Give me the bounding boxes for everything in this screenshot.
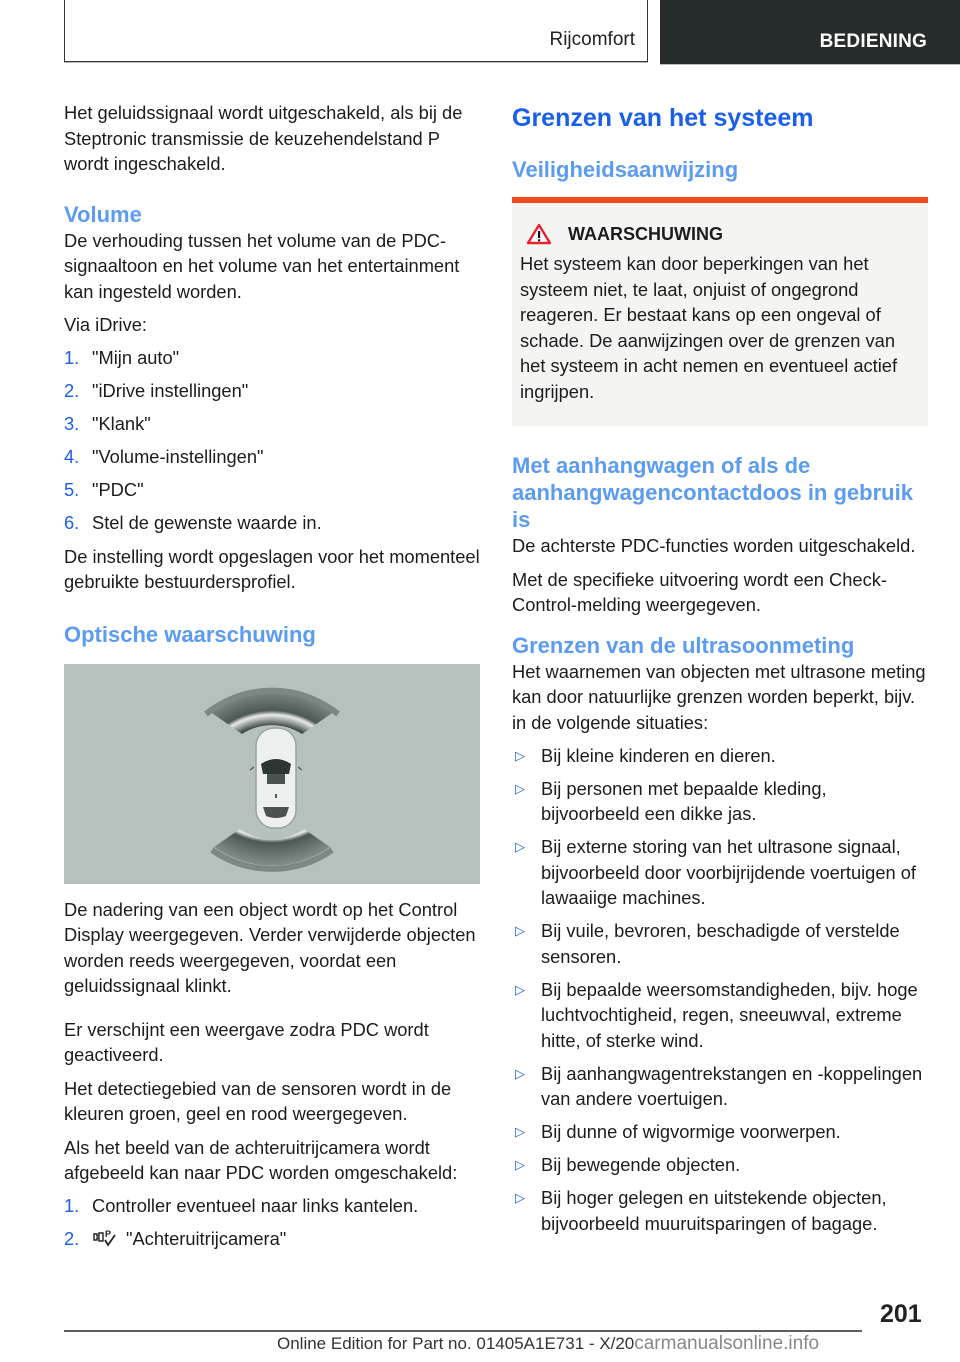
volume-text: De verhouding tussen het volume van de PDC-signaaltoon en het volume van het entertainment kan ingesteld worden. [64, 229, 460, 302]
optical-paragraph-3: Het detectiegebied van de sensoren wordt in de kleuren groen, geel en rood weergegeven. [64, 1077, 452, 1124]
page-number: 201 [880, 1300, 922, 1328]
optical-warning-heading: Optische waarschuwing [64, 621, 316, 647]
volume-note: De instelling wordt opgeslagen voor het momenteel gebruikte bestuurdersprofiel. [64, 545, 480, 592]
footer-divider [64, 1330, 862, 1332]
list-item: 4. "Volume-instellingen" [64, 446, 264, 467]
list-item: ▷ Bij aanhangwagentrekstangen en -koppelingen van andere voertuigen. [515, 1062, 923, 1109]
list-item: 6. Stel de gewenste waarde in. [64, 512, 322, 533]
bullet-triangle-icon: ▷ [515, 981, 525, 997]
list-item: 1. Controller eventueel naar links kantelen. [64, 1195, 419, 1216]
warning-box [512, 197, 928, 426]
chapter-tab [660, 0, 960, 64]
warning-title-row [520, 223, 920, 245]
car-sensor-zones-icon [64, 664, 480, 884]
bullet-triangle-icon: ▷ [515, 780, 525, 796]
section-title: Rijcomfort [549, 29, 635, 50]
list-item: ▷ Bij hoger gelegen en uitstekende objecten, bijvoorbeeld muuruitsparingen of bagage. [515, 1187, 887, 1234]
chapter-title: BEDIENING [819, 31, 927, 52]
optical-paragraph-2: Er verschijnt een weergave zodra PDC wordt geactiveerd. [64, 1018, 429, 1065]
list-item: ▷ Bij dunne of wigvormige voorwerpen. [512, 1119, 928, 1145]
ultrasound-limits-list [512, 743, 928, 1237]
warning-title: WAARSCHUWING [568, 223, 723, 244]
volume-steps-list [64, 345, 480, 536]
list-item: ▷ Bij personen met bepaalde kleding, bijvoorbeeld een dikke jas. [515, 777, 827, 824]
list-item: ▷ Bij kleine kinderen en dieren. [512, 743, 928, 769]
list-item: 2. P "Achteruitrijcamera" [64, 1226, 480, 1255]
bullet-triangle-icon: ▷ [515, 747, 525, 763]
system-limits-heading: Grenzen van het systeem [512, 104, 814, 132]
list-item: 1. "Mijn auto" [64, 347, 180, 368]
pdc-display-illustration [64, 664, 480, 884]
rear-view-camera-icon [92, 1228, 118, 1255]
optical-paragraph-4: Als het beeld van de achteruitrijcamera wordt afgebeeld kan naar PDC worden omgeschakeld: [64, 1136, 458, 1183]
left-column [64, 100, 480, 1255]
bullet-triangle-icon: ▷ [515, 923, 525, 938]
ultrasound-heading: Grenzen van de ultrasoonmeting [512, 632, 855, 658]
list-item: ▷ Bij bepaalde weersomstandigheden, bijv. hoge luchtvochtigheid, regen, sneeuwval, extreme hitte, of sterke wind. [515, 978, 918, 1051]
footer-text [277, 1333, 819, 1355]
safety-heading: Veiligheidsaanwijzing [512, 157, 739, 182]
bullet-triangle-icon: ▷ [515, 1190, 525, 1205]
bullet-triangle-icon: ▷ [515, 1065, 525, 1081]
svg-text:P: P [105, 1229, 112, 1239]
bullet-triangle-icon: ▷ [515, 1124, 525, 1139]
list-item: ▷ Bij bewegende objecten. [512, 1152, 928, 1178]
right-column [512, 100, 928, 1236]
section-tab [64, 0, 648, 62]
intro-paragraph: Het geluidssignaal wordt uitgeschakeld, als bij de Steptronic transmissie de keuzehendelstand P wordt ingeschakeld. [64, 102, 463, 174]
list-item: ▷ Bij vuile, bevroren, beschadigde of verstelde sensoren. [515, 920, 900, 967]
bullet-triangle-icon: ▷ [515, 839, 525, 854]
trailer-paragraph-1: De achterste PDC-functies worden uitgeschakeld. [512, 535, 916, 556]
optical-paragraph-1: De nadering van een object wordt op het Control Display weergegeven. Verder verwijderde objecten worden reeds weergegeven, voordat een geluidssignaal klinkt. [64, 898, 476, 996]
switch-steps-list [64, 1193, 480, 1255]
bullet-triangle-icon: ▷ [515, 1157, 525, 1172]
via-idrive-text: Via iDrive: [64, 314, 147, 335]
list-item: ▷ Bij externe storing van het ultrasone signaal, bijvoorbeeld door voorbijrijdende voertuigen of lawaaiige machines. [515, 836, 917, 908]
edition-text: Online Edition for Part no. 01405A1E731 - X/20 [277, 1334, 635, 1353]
warning-triangle-icon [526, 223, 552, 245]
trailer-heading: Met aanhangwagen of als de aanhangwagencontactdoos in gebruik is [512, 453, 913, 532]
list-item: 3. "Klank" [64, 413, 151, 434]
watermark-link[interactable]: carmanualsonline.info [634, 1333, 820, 1354]
list-item: 5. "PDC" [64, 479, 144, 500]
volume-heading: Volume [64, 201, 142, 227]
list-item: 2. "iDrive instellingen" [64, 380, 249, 401]
ultrasound-text: Het waarnemen van objecten met ultrasone meting kan door natuurlijke grenzen worden beperkt, bijv. in de volgende situaties: [512, 660, 926, 733]
warning-text: Het systeem kan door beperkingen van het systeem niet, te laat, onjuist of ongegrond reageren. Er bestaat kans op een ongeval of schade. De aanwijzingen over de grenzen van het systeem in acht nemen en eventueel actief ingrijpen. [520, 253, 898, 402]
trailer-paragraph-2: Met de specifieke uitvoering wordt een Check-Control-melding weergegeven. [512, 568, 887, 615]
